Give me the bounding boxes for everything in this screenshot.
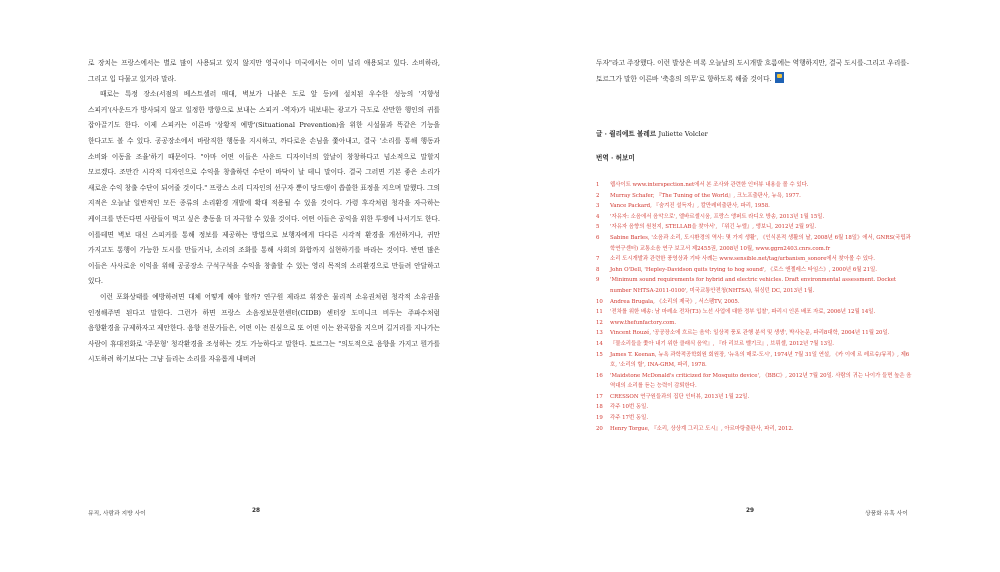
- footnote-number: 9: [596, 277, 600, 284]
- paragraph: 때로는 특정 장소(서점의 베스트셀러 매대, 벽보가 나붙은 도로 앞 등)에 설치된 우수한 성능의 '지향성 스피커'(사운드가 방사되지 않고 일정한 방향으로 보내는 스피커 -역자)가 내보내는 광고가 극도로 산만한 행인의 귀를 잡아끌기도 한다. 이제 스피커는 이른바 '상황적 예방'(Situational Prevention)을 위한 시설물과 똑같은 기능을 한다고도 볼 수 있다. 공공장소에서 바람직한 행동을 지시하고, 까다로운 손님을 쫓아내고, 결국 '소리를 통해 행동과 소비와 이동을 조율'하기 때문이다. "아마 어떤 이들은 사운드 디자이너의 앞날이 창창하다고 넘소적으로 말할지 모르겠다. 조만간 시각적 디자인으로 수익을 창출하던 수단이 바닥이 날 테니 말이다. 결국 그러면 기본 좋은 소리가 새로운 수익 창출 수단이 되어줄 것이다." 프랑스 소리 디자인의 선구자 뿐이 당드랭이 씁쓸한 표정을 지으며 말했다. 그의 지적은 오늘날 일반적인 모든 종류의 소리환경 개발에 확대 적용될 수 있을 것이다. 가령 후각처럼 청각을 자극하는 케이크를 만든다면 사람들이 먹고 싶은 충동을 더 자극할 수 있을 것이다. 어떤 이들은 공익을 위한 투쟁에 나서기도 한다. 이를테면 벽보 대신 스피커를 통해 정보를 제공하는 방법으로 보행자에게 다다른 시각적 환경을 개선하거나, 귀만 가지고도 통행이 가능한 도시를 만들거나, 소리의 조화를 통해 사회의 화합까지 실현하기를 바라는 것이다. 반면 많은 이들은 사사로운 이익을 위해 공공장소 구석구석을 수익을 창출할 수 있는 영리 목적의 소리환경으로 만들려 안달하고 있다.: [88, 90, 440, 286]
- footnote-item: [596, 424, 914, 435]
- footnotes-list: [596, 180, 914, 434]
- footnote-number: 14: [596, 340, 603, 347]
- footnote-number: 19: [596, 415, 603, 422]
- footnote-text: Sabine Barles, '소음과 소리, 도시환경의 역사: 몇 가지 생활', 《인식론적 생활의 날, 2008년 6월 18일》에서, GNRS(국립과학연구센터) 교통소음 연구 보고서 제2455권, 2008년 10월, www.ggrn2403.cnrs.com.fr: [610, 234, 911, 252]
- footnote-text: Murray Schafer, 『The Tuning of the World』, 크노프출판사, 뉴욕, 1977.: [610, 192, 801, 199]
- footnote-item: [596, 307, 914, 318]
- footnote-text: Vincent Rouzé, '공공장소에 흐르는 음악: 일상적 풍토 관행 분석 및 생생', 박사논문, 파리8대학, 2004년 11월 20일.: [610, 330, 890, 337]
- footnote-text: Andrea Brugala, 《소리의 제국》, 서스팸TV, 2005.: [610, 298, 740, 305]
- footnote-item: [596, 318, 914, 329]
- footnote-number: 6: [596, 234, 600, 241]
- footnote-number: 12: [596, 319, 603, 326]
- footnote-item: [596, 413, 914, 424]
- footnote-item: [596, 350, 914, 371]
- footnote-item: [596, 222, 914, 233]
- footnote-item: [596, 212, 914, 223]
- footnote-number: 5: [596, 224, 600, 231]
- right-body-text: [596, 56, 914, 87]
- paragraph: 로 장치는 프랑스에서는 별로 많이 사용되고 있지 않지만 영국이나 미국에서는 이미 널리 애용되고 있다. 소비하라, 그리고 입 다물고 있거라 말라.: [88, 59, 440, 83]
- footnote-number: 13: [596, 330, 603, 337]
- footnote-number: 1: [596, 182, 600, 188]
- footnote-item: [596, 402, 914, 413]
- right-footer-title: 상품화 유혹 사이: [865, 511, 908, 517]
- translator-credit: 번역 · 허보미: [596, 154, 635, 162]
- left-page-number: 28: [252, 508, 261, 514]
- footnote-text: 'Minimum sound requirements for hybrid and electric vehicles. Draft environmental assessment. Docket number NHTSA-2011-0100', 미국교통안전청(NHTSA), 워싱턴 DC, 2013년 1월.: [610, 277, 897, 294]
- author-label: 글 · 쥘리에트 볼레르: [596, 130, 657, 138]
- footnote-number: 3: [596, 203, 600, 210]
- footnote-text: James T. Keenan, 뉴욕 과학적공학회원 회원장, '뉴욕의 매로-도시', 1974년 7월 31일 연설, 《카 이에 르 레르슈/뮤직》, 제6호, '소리의 할', INA-GRM, 파리, 1978.: [610, 351, 910, 369]
- footnote-text: www.thefunfactory.com.: [610, 319, 677, 326]
- footnote-number: 18: [596, 404, 603, 411]
- footnote-text: Vance Packard, 『숨겨진 설득자』, 칼만레비출판사, 파리, 1958.: [610, 203, 770, 210]
- footnote-text: '자유자 음향의 원천지, STELLAB을 찾아서', 『위긴 누엘』, 앵보니, 2012년 2월 9일.: [610, 224, 817, 231]
- footnote-number: 7: [596, 256, 600, 263]
- footnote-text: CRESSON 연구원들과의 집단 인터뷰, 2013년 1월 22일.: [610, 393, 750, 400]
- footnote-text: 『물소리들을 쫓아 내기 위한 클래식 음악』, 『라 리브르 벨기크』, 브뤼셀, 2012년 7월 13일.: [610, 340, 835, 347]
- footnote-item: [596, 339, 914, 350]
- footnote-number: 2: [596, 192, 600, 199]
- footnote-item: [596, 201, 914, 212]
- footnote-text: 'Maidstone McDonald's criticized for Mosquito device', 《BBC》, 2012년 7월 20일. 사람의 귀는 나이가 들면 높은 음역대의 소리를 듣는 능력이 감퇴한다.: [610, 372, 912, 390]
- closing-paragraph: 두자"라고 주장했다. 이런 발상은 비록 오늘날의 도시개발 흐름에는 역행하지만, 결국 도시를-그리고 우리를- 토르그가 말한 이른바 '축흥의 의무'로 향하도록 해줄 것이다.: [596, 59, 910, 83]
- footnote-number: 11: [596, 309, 603, 316]
- footnote-text: '전차를 위한 배송: 남 마레쇼 전차(T3) 노선 사업에 대한 정부 입찰', 파리시 인론 배포 자료, 2006년 12월 14일.: [610, 309, 876, 316]
- author-name: Juliette Volcler: [658, 130, 708, 138]
- left-footer-title: 뮤직, 사람과 지방 사이: [88, 511, 146, 517]
- footnote-item: [596, 233, 914, 254]
- footnote-text: 각주 10번 동일.: [610, 404, 649, 411]
- footnote-number: 4: [596, 213, 600, 220]
- author-credit: [596, 128, 708, 138]
- footnote-text: '자유자: 소음에서 음악으로', 엘바르셀시움, 프랑스 앵퍼트 라디오 방송, 2013년 1월 15일.: [610, 213, 825, 220]
- footnote-item: [596, 265, 914, 276]
- footnote-text: 소리 도시개발과 관련한 풍영상과 기타 사례는 www.sensible.net/tag/urbanism_sonore에서 찾아볼 수 있다.: [610, 256, 875, 263]
- footnote-item: [596, 328, 914, 339]
- footnote-item: [596, 371, 914, 392]
- footnote-text: 웹사이트 www.interspection.net에서 본 조사와 관련한 인터뷰 내용을 볼 수 있다.: [610, 182, 809, 188]
- end-mark-icon: [775, 72, 784, 83]
- footnote-item: [596, 297, 914, 308]
- footnote-item: [596, 191, 914, 202]
- footnote-item: [596, 392, 914, 403]
- footnote-text: 각주 17번 동일.: [610, 415, 649, 422]
- footnote-item: [596, 275, 914, 296]
- paragraph: 이런 포화상태를 예방하려면 대체 어떻게 해야 할까? 연구원 제라르 위장은 물리적 소유권처럼 청각적 소유권을 인정해주면 된다고 말한다. 그런가 하면 프랑스 소음정보문헌센터(CIDB) 센터장 도미니크 비두는 주파수처럼 음향환경을 규제하자고 제안한다. 음향 전문가들은, 어떤 이는 진심으로 또 어떤 이는 완곡함을 지으며 길거리를 지나가는 사람이 휴대전화로 '주문형' 청각환경을 조성하는 것도 가능하다고 말한다. 토르그는 "의도적으로 음향을 가지고 뭔가를 시도하려 하기보다는 그냥 들리는 소리를 자유롭게 내버려: [88, 292, 440, 364]
- footnote-number: 8: [596, 266, 600, 273]
- footnote-number: 10: [596, 298, 603, 305]
- footnote-item: [596, 254, 914, 265]
- footnote-text: Henry Torgue, 『소리, 상상계 그리고 도시』, 아르마탕출판사, 파리, 2012.: [610, 425, 794, 432]
- footnote-number: 16: [596, 372, 603, 379]
- footnote-item: [596, 180, 914, 191]
- footnote-number: 20: [596, 425, 603, 432]
- footnote-text: John O'Dell, 'Hepley-Davidson quits trying to hog sound', 《로스 앤젤레스 타임스》, 2000년 6월 21일.: [610, 266, 877, 273]
- footnote-number: 15: [596, 351, 603, 358]
- footnote-number: 17: [596, 393, 603, 400]
- right-page-number: 29: [746, 508, 755, 514]
- left-body-text: [88, 56, 440, 368]
